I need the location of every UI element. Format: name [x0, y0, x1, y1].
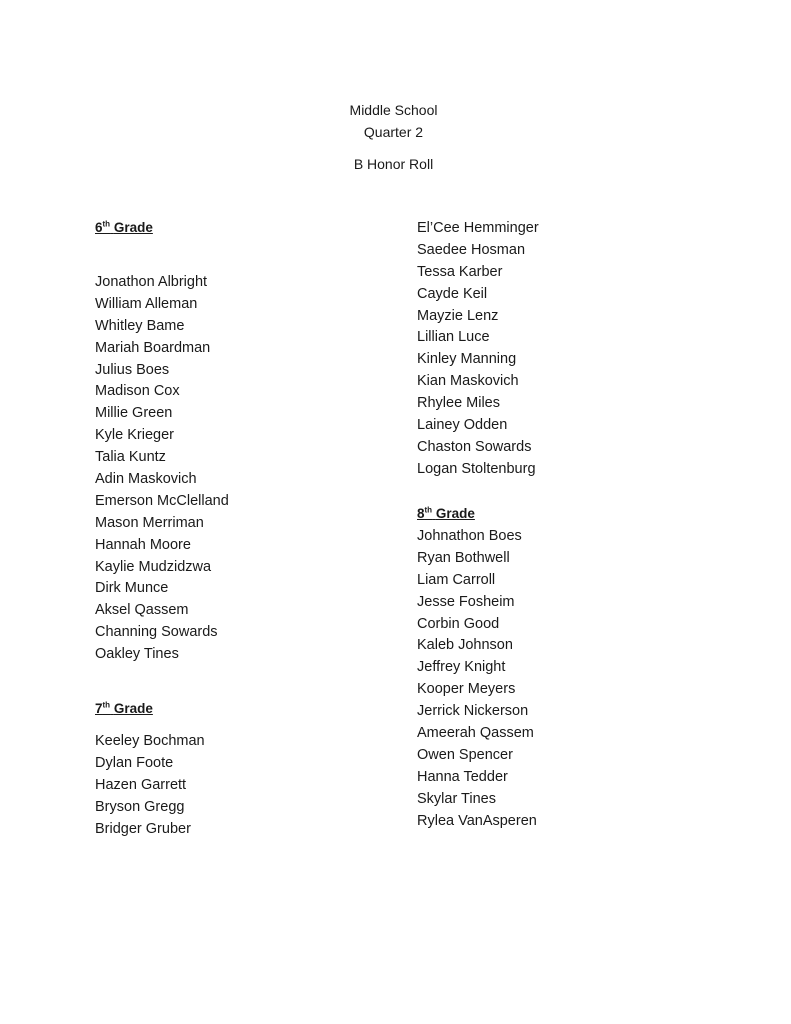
grade-7-number: 7 [95, 701, 103, 716]
student-name: Lillian Luce [417, 329, 490, 346]
grade-6-list [95, 272, 229, 666]
student-name: Liam Carroll [417, 571, 496, 588]
student-name: Ryan Bothwell [417, 549, 510, 566]
grade-6-word: Grade [113, 220, 153, 235]
grade-7-list [95, 731, 205, 840]
student-name: Adin Maskovich [95, 471, 197, 488]
student-name: Aksel Qassem [95, 602, 189, 619]
honor-roll-title: B Honor Roll [353, 156, 434, 172]
student-name: Hanna Tedder [417, 768, 508, 785]
student-name: Kaylie Mudzidzwa [95, 558, 212, 575]
student-name: Mariah Boardman [95, 339, 211, 356]
student-name: Logan Stoltenburg [417, 460, 536, 477]
student-name: Jeffrey Knight [417, 659, 506, 676]
student-name: Channing Sowards [95, 624, 218, 641]
student-name: Keeley Bochman [95, 733, 205, 749]
student-name: Hazen Garrett [95, 776, 187, 793]
grade-6-suffix: th [102, 219, 111, 229]
grade-8-word: Grade [435, 506, 475, 521]
student-name: Cayde Keil [417, 285, 488, 302]
student-name: Bridger Gruber [95, 820, 191, 837]
student-name: Mayzie Lenz [417, 307, 499, 324]
student-name: William Alleman [95, 295, 198, 312]
grade-7-heading [95, 699, 153, 719]
student-name: Madison Cox [95, 383, 180, 400]
student-name: Saedee Hosman [417, 241, 526, 258]
student-name: Dylan Foote [95, 754, 174, 771]
student-name: Rylea VanAsperen [417, 812, 537, 829]
student-name: Oakley Tines [95, 646, 179, 663]
student-name: Lainey Odden [417, 417, 508, 434]
grade-8-suffix: th [424, 505, 433, 515]
student-name: Corbin Good [417, 615, 500, 632]
student-name: Jerrick Nickerson [417, 703, 529, 720]
student-name: Tessa Karber [417, 263, 503, 280]
student-name: Kooper Meyers [417, 681, 516, 698]
grade-8-heading [417, 504, 475, 524]
student-name: Hannah Moore [95, 536, 191, 553]
student-name: Kaleb Johnson [417, 637, 513, 654]
student-name: Dirk Munce [95, 580, 169, 597]
student-name: Emerson McClelland [95, 492, 229, 509]
student-name: Jesse Fosheim [417, 593, 515, 610]
student-name: Ameerah Qassem [417, 725, 534, 742]
student-name: Kinley Manning [417, 351, 517, 368]
grade-6-number: 6 [95, 220, 103, 235]
student-name: Bryson Gregg [95, 798, 185, 815]
student-name: Mason Merriman [95, 514, 204, 531]
student-name: Johnathon Boes [417, 528, 522, 544]
quarter-title: Quarter 2 [363, 124, 424, 140]
student-name: Talia Kuntz [95, 449, 166, 466]
school-title: Middle School [349, 102, 438, 118]
student-name: Kyle Krieger [95, 427, 174, 444]
student-name: Owen Spencer [417, 746, 513, 763]
grade-7-list-continued [417, 218, 539, 481]
student-name: Jonathon Albright [95, 274, 208, 290]
student-name: Skylar Tines [417, 790, 496, 807]
student-name: Millie Green [95, 405, 173, 422]
grade-8-list [417, 526, 537, 832]
student-name: Rhylee Miles [417, 395, 500, 412]
student-name: Julius Boes [95, 361, 170, 378]
grade-8-number: 8 [417, 506, 425, 521]
student-name: Whitley Bame [95, 317, 185, 334]
student-name: El’Cee Hemminger [417, 220, 539, 236]
student-name: Kian Maskovich [417, 373, 519, 390]
student-name: Chaston Sowards [417, 438, 532, 455]
grade-7-suffix: th [102, 700, 111, 710]
grade-6-heading [95, 218, 153, 238]
grade-7-word: Grade [113, 701, 153, 716]
